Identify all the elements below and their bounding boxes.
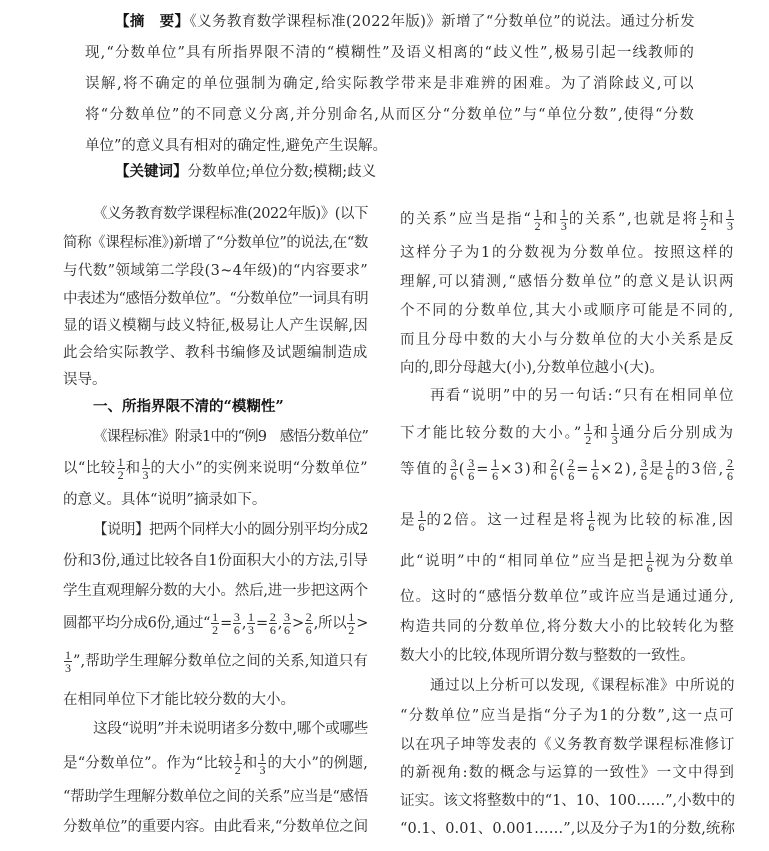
text-run: 【说明】把两个同样大小的圆分别平均分成2 [93, 522, 368, 538]
fraction [584, 421, 592, 446]
text-run: = [476, 461, 491, 478]
bold-label: 一、所指界限不清的“模糊性” [93, 398, 284, 415]
fraction-denominator: 6 [492, 469, 499, 483]
bold-label: 【摘 要】 [115, 13, 190, 30]
fraction [666, 457, 674, 482]
fraction-denominator: 3 [142, 468, 149, 482]
text-run: ( [558, 461, 567, 478]
text-line [400, 548, 735, 575]
text-run: 视为比较的标准,因 [596, 512, 736, 529]
text-run: 位。这时的“感悟分数单位”或许应当是通过通分, [400, 589, 735, 605]
text-line [93, 718, 368, 740]
fraction-denominator: 6 [468, 469, 475, 483]
fraction [450, 457, 458, 482]
text-line [400, 357, 735, 379]
text-run: 《义务教育数学课程标准(2022年版)》新增了“分数单位”的说法。通过分析发 [189, 14, 695, 30]
fraction-numerator: 1 [248, 610, 255, 624]
text-line [430, 675, 735, 697]
text-line [63, 648, 368, 675]
text-line [63, 288, 368, 310]
text-run: 分数单位;单位分数;模糊;歧义 [187, 164, 377, 180]
text-run: 和 [242, 755, 258, 772]
text-run: , [277, 615, 283, 632]
fraction-denominator: 2 [212, 623, 219, 637]
fraction [640, 457, 648, 482]
fraction [567, 457, 575, 482]
text-line [63, 689, 368, 711]
text-line [63, 489, 368, 511]
fraction-numerator: 1 [534, 206, 541, 220]
fraction-numerator: 1 [585, 420, 592, 434]
text-run: 的3倍, [675, 461, 725, 478]
fraction-numerator: 2 [305, 610, 312, 624]
fraction-numerator: 1 [667, 456, 674, 470]
fraction-denominator: 6 [726, 469, 733, 483]
text-line [400, 705, 735, 727]
fraction-denominator: 2 [585, 433, 592, 447]
fraction-numerator: 3 [640, 456, 647, 470]
text-run: 以在巩子坤等发表的《义务教育数学课程标准修订 [400, 737, 735, 753]
text-run: 和 [125, 460, 141, 477]
text-line [85, 42, 695, 64]
text-run: 的新视角:数的概念与运算的一致性》一文中得到 [400, 765, 735, 781]
fraction [700, 207, 708, 232]
text-line [93, 519, 368, 541]
fraction-numerator: 1 [418, 507, 425, 521]
text-run: 此“说明”中的“相同单位”应当是把 [400, 553, 645, 570]
bold-label: 【关键词】 [115, 163, 188, 180]
fraction-denominator: 6 [592, 469, 599, 483]
fraction-numerator: 1 [65, 648, 71, 662]
text-line [63, 580, 368, 602]
text-run: 个不同的分数单位,其大小或顺序可能是不同的, [400, 303, 735, 319]
text-run: 的大小”的实例来说明“分数单位” [150, 460, 368, 477]
text-run: 的关系”,也就是将 [568, 211, 699, 228]
text-run: 与代数”领域第二学段(3~4年级)的“内容要求” [63, 263, 368, 279]
fraction-numerator: 1 [142, 455, 149, 469]
text-line [400, 734, 735, 756]
text-line [93, 203, 368, 225]
fraction-denominator: 2 [534, 219, 541, 233]
fraction-denominator: 3 [248, 623, 255, 637]
fraction-numerator: 1 [727, 206, 734, 220]
fraction [418, 508, 426, 533]
text-line [63, 610, 368, 637]
fraction-denominator: 3 [560, 219, 567, 233]
text-run: 《课程标准》附录1中的“例9 感悟分数单位” [93, 429, 369, 445]
fraction [211, 611, 219, 636]
text-line [63, 786, 368, 808]
text-run: 是 [400, 512, 417, 529]
text-run: 将“分数单位”的不同意义分离,并分别命名,从而区分“分数单位”与“单位分数”,使得“分数 [85, 107, 695, 123]
text-run: 证实。该文将整数中的“1、10、100……”,小数中的 [400, 793, 735, 809]
fraction-denominator: 6 [646, 561, 653, 575]
fraction [247, 611, 255, 636]
fraction-denominator: 6 [568, 469, 575, 483]
text-line [400, 242, 735, 264]
fraction-numerator: 1 [646, 548, 653, 562]
text-run: , [241, 615, 247, 632]
fraction-numerator: 1 [560, 206, 567, 220]
fraction [142, 456, 150, 481]
fraction-denominator: 3 [611, 433, 618, 447]
text-line [63, 550, 368, 572]
fraction-numerator: 3 [233, 610, 240, 624]
fraction-numerator: 1 [212, 610, 219, 624]
text-run: 数大小的比较,体现所谓分数与整数的一致性。 [400, 648, 695, 664]
text-run: 向的,即分母越大(小),分数单位越小(大)。 [400, 360, 664, 376]
fraction [64, 649, 72, 674]
fraction [726, 457, 734, 482]
text-run: 再看“说明”中的另一句话:“只有在相同单位 [430, 388, 735, 404]
fraction-numerator: 2 [269, 610, 276, 624]
text-line [93, 396, 368, 418]
text-run: 通分后分别成为 [619, 425, 735, 442]
text-run: = [220, 615, 232, 632]
fraction-denominator: 6 [588, 520, 595, 534]
text-line [400, 329, 735, 351]
fraction-numerator: 2 [550, 456, 557, 470]
fraction [233, 611, 241, 636]
fraction [534, 207, 542, 232]
text-run: > [356, 615, 368, 632]
fraction-numerator: 3 [468, 456, 475, 470]
text-run: = [256, 615, 268, 632]
text-run: 在相同单位下才能比较分数的大小。 [63, 692, 295, 708]
text-line [63, 232, 368, 254]
fraction-denominator: 2 [700, 219, 707, 233]
fraction [491, 457, 499, 482]
fraction [550, 457, 558, 482]
fraction-denominator: 6 [667, 469, 674, 483]
text-run: 和 [708, 211, 726, 228]
text-run: 这样分子为1的分数视为分数单位。按照这样的 [400, 245, 735, 261]
fraction [560, 207, 568, 232]
text-run: “帮助学生理解分数单位之间的关系”应当是“感悟 [63, 789, 368, 805]
text-run: 学生直观理解分数的大小。然后,进一步把这两个 [63, 583, 368, 599]
fraction-denominator: 2 [234, 763, 241, 777]
fraction-denominator: 6 [450, 469, 457, 483]
fraction-numerator: 3 [284, 610, 291, 624]
text-line [115, 161, 695, 183]
text-run: 分数单位”的重要内容。由此看来,“分数单位之间 [63, 819, 368, 835]
text-line [400, 762, 735, 784]
text-run: ,所以 [313, 615, 347, 632]
fraction [283, 611, 291, 636]
fraction [347, 611, 355, 636]
text-run: 中表述为“感悟分数单位”。“分数单位”一词具有明 [63, 291, 368, 307]
text-run: 现,“分数单位”具有所指界限不清的“模糊性”及语义相离的“歧义性”,极易引起一线教师的 [85, 45, 695, 61]
fraction-denominator: 2 [348, 623, 355, 637]
text-run: “分数单位”应当是指“分子为1的分数”,这一点可 [400, 708, 735, 724]
fraction-numerator: 1 [592, 456, 599, 470]
text-run: 此会给实际教学、教科书编修及试题编制造成 [63, 345, 368, 361]
text-run: 通过以上分析可以发现,《课程标准》中所说的 [430, 678, 736, 694]
fraction-denominator: 6 [305, 623, 312, 637]
text-line [400, 818, 735, 840]
text-run: 视为分数单 [654, 553, 735, 570]
fraction-numerator: 1 [259, 750, 266, 764]
text-run: 构造共同的分数单位,将分数大小的比较转化为整 [400, 619, 736, 635]
text-run: 以“比较 [63, 460, 116, 477]
fraction-numerator: 2 [568, 456, 575, 470]
text-run: 这段“说明”并未说明诸多分数中,哪个或哪些 [93, 721, 368, 737]
text-run: > [292, 615, 304, 632]
fraction-numerator: 1 [348, 610, 355, 624]
text-run: 理解,可以猜测,“感悟分数单位”的意义是认识两 [400, 274, 735, 290]
text-run: 和 [542, 211, 559, 228]
text-line [63, 342, 368, 364]
text-line [400, 300, 735, 322]
fraction [646, 549, 654, 574]
text-run: 的意义。具体“说明”摘录如下。 [63, 492, 267, 508]
text-run: 而且分母中数的大小与分数单位的大小关系是反 [400, 332, 735, 348]
text-line [400, 586, 735, 608]
text-run: ×3)和 [500, 461, 549, 478]
text-line [430, 385, 735, 407]
text-line [63, 260, 368, 282]
fraction-denominator: 6 [640, 469, 647, 483]
fraction-denominator: 3 [65, 661, 71, 675]
text-line [400, 420, 735, 447]
text-line [63, 750, 368, 777]
text-run: 简称《课程标准》)新增了“分数单位”的说法,在“数 [63, 235, 368, 251]
text-line [400, 645, 735, 667]
text-run: 《义务教育数学课程标准(2022年版)》(以下 [93, 206, 368, 222]
fraction-numerator: 3 [450, 456, 457, 470]
text-run: 是“分数单位”。作为“比较 [63, 755, 233, 772]
fraction [305, 611, 313, 636]
text-run: 下才能比较分数的大小。” [400, 425, 584, 442]
text-run: 圆都平均分成6份,通过“ [63, 615, 211, 632]
text-run: 等值的 [400, 461, 449, 478]
text-run: 误解,将不确定的单位强制为确定,给实际教学带来是非难辨的困难。为了消除歧义,可以 [85, 76, 696, 92]
text-line [63, 455, 368, 482]
text-run: 和 [593, 425, 610, 442]
text-run: 是 [648, 461, 666, 478]
text-run: 的关系”应当是指“ [400, 211, 533, 228]
text-line [400, 507, 736, 534]
fraction-numerator: 2 [726, 456, 733, 470]
fraction-denominator: 3 [259, 763, 266, 777]
text-run: ×2), [600, 461, 639, 478]
fraction [117, 456, 125, 481]
fraction [726, 207, 734, 232]
text-run: ”,帮助学生理解分数单位之间的关系,知道只有 [73, 653, 368, 670]
text-run: 的大小”的例题, [267, 755, 368, 772]
fraction-numerator: 1 [117, 455, 124, 469]
fraction-denominator: 6 [269, 623, 276, 637]
text-line [400, 456, 735, 483]
fraction-numerator: 1 [492, 456, 499, 470]
text-line [400, 271, 735, 293]
fraction [258, 751, 266, 776]
fraction [269, 611, 277, 636]
fraction [591, 457, 599, 482]
fraction [234, 751, 242, 776]
text-line [400, 616, 735, 638]
fraction [611, 421, 619, 446]
fraction [587, 508, 595, 533]
fraction [467, 457, 475, 482]
text-line [93, 426, 368, 448]
text-line [63, 315, 368, 337]
fraction-denominator: 6 [418, 520, 425, 534]
fraction-denominator: 6 [284, 623, 291, 637]
text-line [63, 369, 368, 391]
fraction-denominator: 6 [550, 469, 557, 483]
fraction-denominator: 2 [117, 468, 124, 482]
text-run: 单位”的意义具有相对的确定性,避免产生误解。 [85, 138, 388, 154]
text-run: 份和3份,通过比较各自1份面积大小的方法,引导 [63, 553, 368, 569]
fraction-numerator: 1 [588, 507, 595, 521]
text-line [85, 135, 695, 157]
fraction-denominator: 6 [233, 623, 240, 637]
text-run: ( [458, 461, 467, 478]
fraction-numerator: 1 [611, 420, 618, 434]
text-run: 误导。 [63, 372, 107, 388]
text-run: = [576, 461, 591, 478]
text-line [85, 104, 695, 126]
fraction-numerator: 1 [700, 206, 707, 220]
text-line [85, 73, 695, 95]
text-run: 的2倍。这一过程是将 [426, 512, 587, 529]
text-line [63, 816, 368, 838]
fraction-numerator: 1 [234, 750, 241, 764]
text-line [400, 790, 735, 812]
text-run: 显的语义模糊与歧义特征,极易让人产生误解,因 [63, 318, 369, 334]
fraction-denominator: 3 [727, 219, 734, 233]
text-line [400, 206, 735, 233]
text-run: “0.1、0.01、0.001……”,以及分子为1的分数,统称 [400, 821, 735, 837]
text-line [115, 11, 695, 33]
